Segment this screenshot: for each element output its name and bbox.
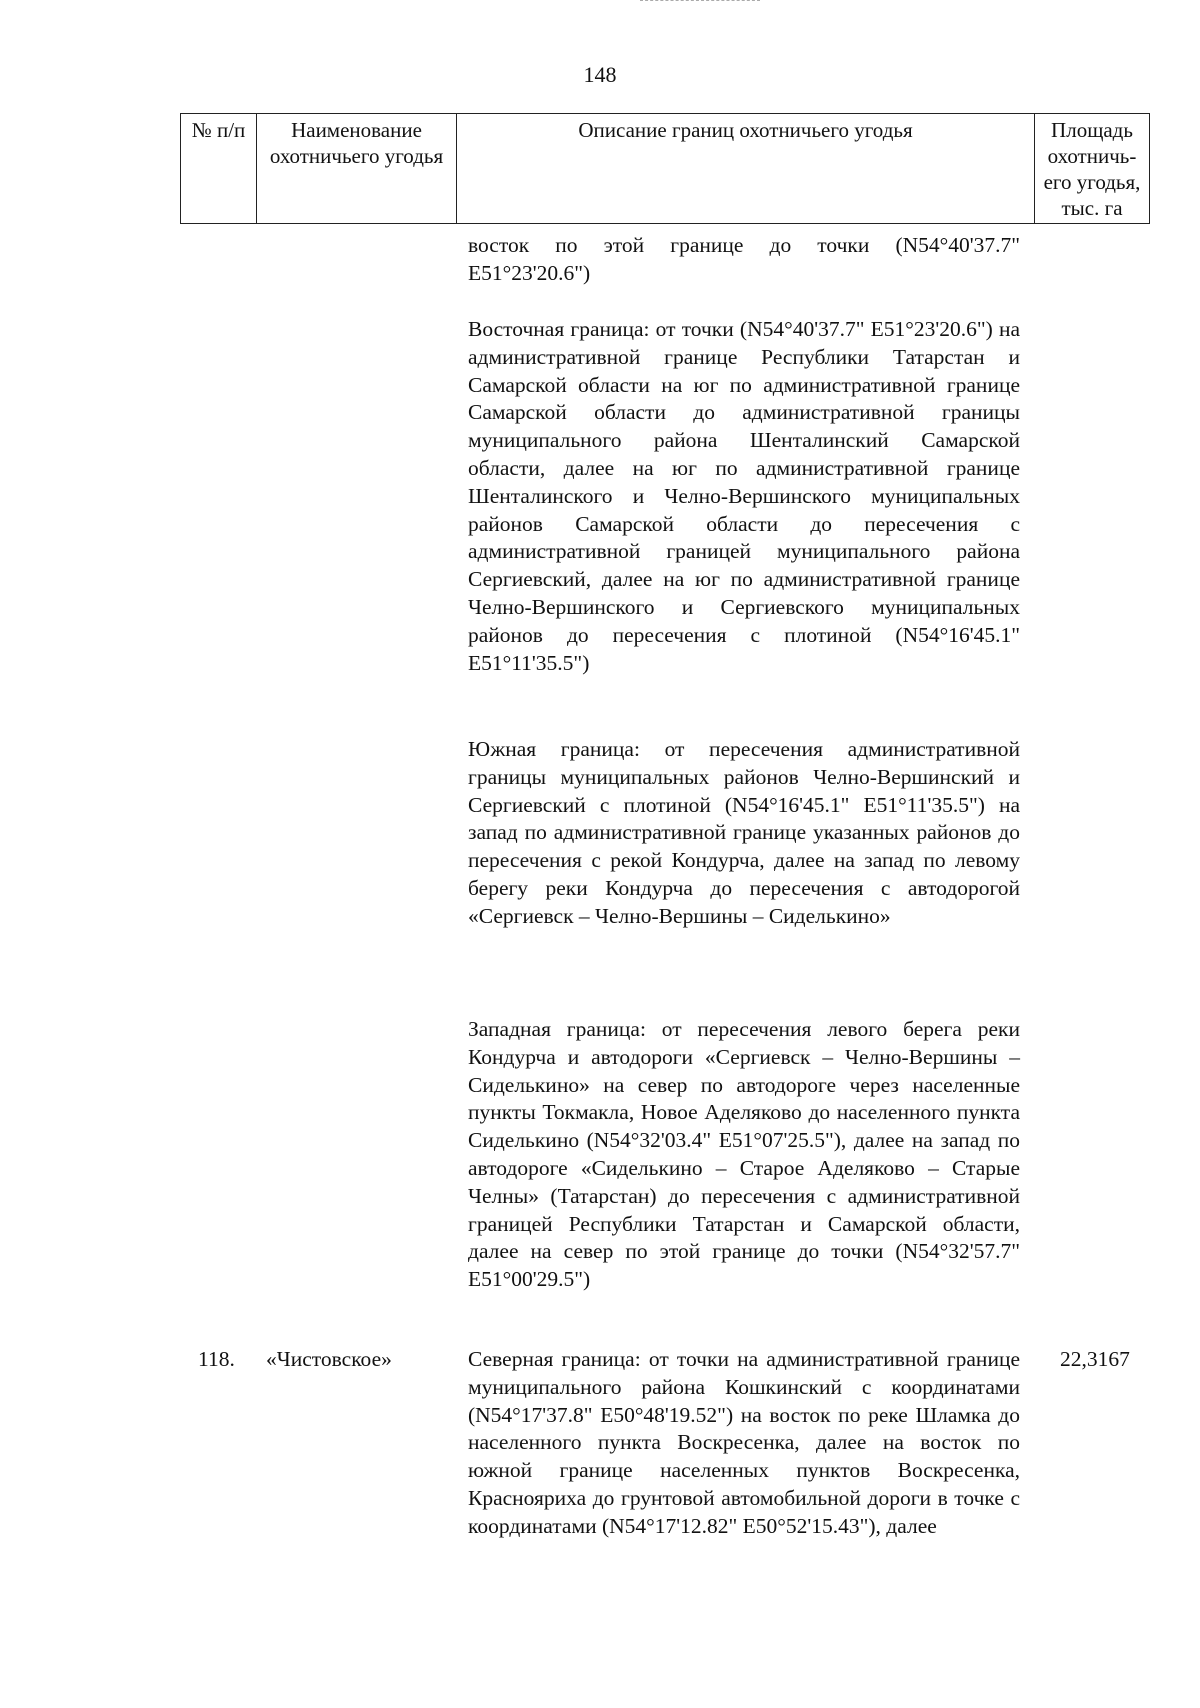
table-header-row xyxy=(181,114,1150,224)
header-description: Описание границ охотничьего угодья xyxy=(457,114,1035,224)
south-boundary-text: Южная граница: от пересечения административной границы муниципальных районов Челно-Вершинский и Сергиевский с плотиной (N54°16'45.1" E51°11'35.5") на запад по административной границе указанных районов до пересечения с рекой Кондурча, далее на запад по левому берегу реки Кондурча до пересечения с автодорогой «Сергиевск – Челно-Вершины – Сиделькино» xyxy=(468,737,1020,928)
scan-artifact xyxy=(640,0,760,7)
west-boundary-text: Западная граница: от пересечения левого берега реки Кондурча и автодороги «Сергиевск – Челно-Вершины – Сиделькино» на север по автодороге через населенные пункты Токмакла, Новое Аделяково до населенного пункта Сиделькино (N54°32'03.4" E51°07'25.5"), далее на запад по автодороге «Сиделькино – Старое Аделяково – Старые Челны» (Татарстан) до пересечения с административной границей Республики Татарстан и Самарской области, далее на север по этой границе до точки (N54°32'57.7" E51°00'29.5") xyxy=(468,1017,1020,1292)
header-name: Наименование охотничьего угодья xyxy=(257,114,457,224)
header-area: Площадь охотничь-его угодья, тыс. га xyxy=(1035,114,1150,224)
north-boundary-continuation xyxy=(468,232,1020,288)
row-118-north-boundary xyxy=(468,1346,1020,1541)
row-118-number: 118. xyxy=(198,1347,235,1371)
header-num: № п/п xyxy=(181,114,257,224)
south-boundary xyxy=(468,736,1020,931)
row-118-north-boundary-text: Северная граница: от точки на административной границе муниципального района Кошкинский с координатами (N54°17'37.8" E50°48'19.52") на восток по реке Шламка до населенного пункта Воскресенка, далее на восток по южной границе населенных пунктов Воскресенка, Краснояриха до грунтовой автомобильной дороги в точке с координатами (N54°17'12.82" E50°52'15.43"), далее xyxy=(468,1347,1020,1538)
row-118-area: 22,3167 xyxy=(1060,1347,1130,1371)
east-boundary xyxy=(468,316,1020,677)
east-boundary-text: Восточная граница: от точки (N54°40'37.7" E51°23'20.6") на административной границе Республики Татарстан и Самарской области на юг по административной границе Самарской области до административной границы муниципального района Шенталинский Самарской области, далее на юг по административной границе Шенталинского и Челно-Вершинского муниципальных районов Самарской области до пересечения с административной границей муниципального района Сергиевский, далее на юг по административной границе Челно-Вершинского и Сергиевского муниципальных районов до пересечения с плотиной (N54°16'45.1" E51°11'35.5") xyxy=(468,317,1020,675)
west-boundary xyxy=(468,1016,1020,1294)
row-118-name: «Чистовское» xyxy=(266,1347,392,1371)
page-number: 148 xyxy=(583,62,617,87)
table-header xyxy=(180,113,1150,224)
north-boundary-tail: восток по этой границе до точки (N54°40'37.7" E51°23'20.6") xyxy=(468,233,1020,285)
